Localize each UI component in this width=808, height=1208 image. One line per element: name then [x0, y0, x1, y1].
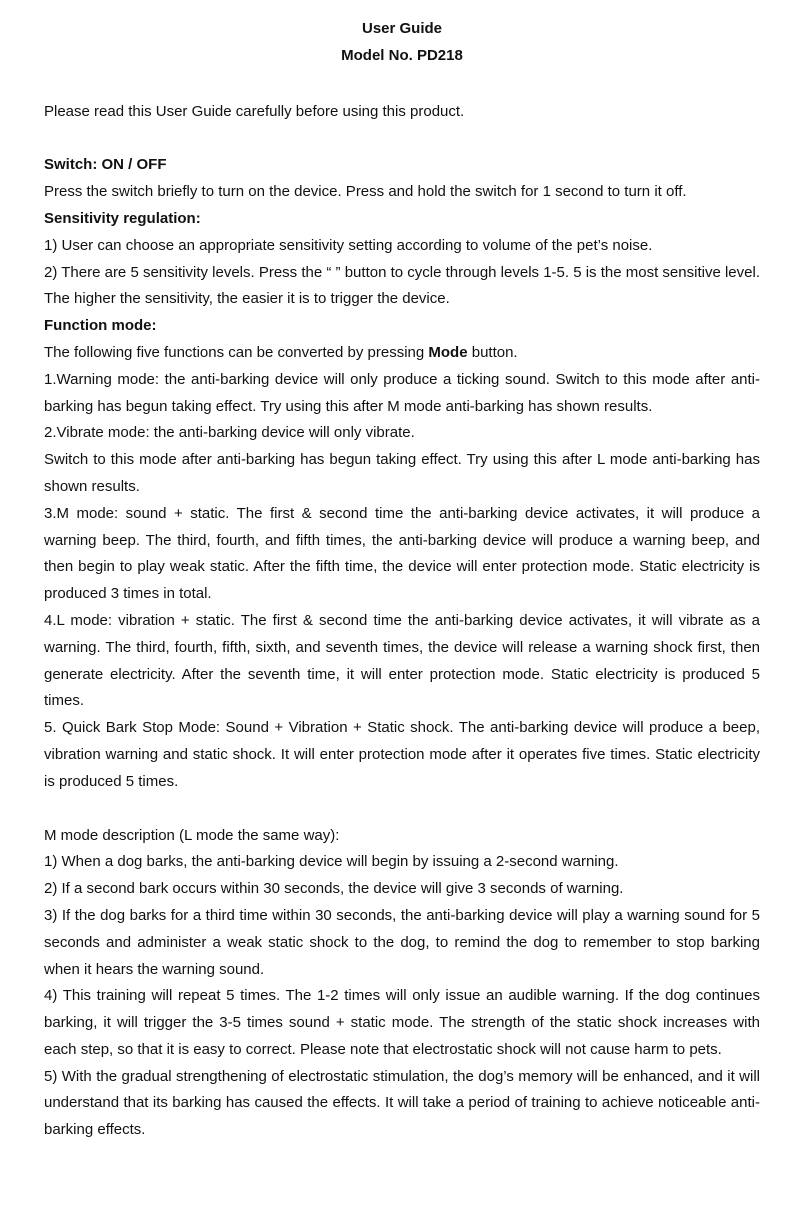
document-header	[44, 16, 760, 70]
m-mode-item: 5) With the gradual strengthening of electrostatic stimulation, the dog’s memory will be enhanced, and it will understand that its barking has caused the effects. It will take a period of training to achieve noticeable anti-barking effects.	[44, 1067, 760, 1139]
function-mode-intro-before: The following five functions can be converted by pressing	[44, 343, 429, 361]
function-mode-intro-after: button.	[467, 343, 518, 361]
function-mode-item: 3.M mode: sound + static. The first & second time the anti-barking device activates, it will produce a warning beep. The third, fourth, and fifth times, the anti-barking device will produce a warning beep, and then begin to play weak static. After the fifth time, the device will enter protection mode. Static electricity is produced 3 times in total.	[44, 504, 760, 603]
function-mode-intro	[44, 340, 760, 367]
sensitivity-item: 1) User can choose an appropriate sensitivity setting according to volume of the pet’s noise.	[44, 236, 653, 254]
switch-text: Press the switch briefly to turn on the device. Press and hold the switch for 1 second to turn it off.	[44, 183, 687, 201]
sensitivity-item: 2) There are 5 sensitivity levels. Press the “ ” button to cycle through levels 1-5. 5 is the most sensitive level. The higher the sensitivity, the easier it is to trigger the device.	[44, 263, 760, 308]
sensitivity-heading: Sensitivity regulation:	[44, 209, 201, 227]
m-mode-item: 2) If a second bark occurs within 30 seconds, the device will give 3 seconds of warning.	[44, 880, 624, 898]
function-mode-heading: Function mode:	[44, 317, 157, 335]
instructions-section	[44, 152, 760, 795]
m-mode-section	[44, 823, 760, 1145]
switch-heading: Switch: ON / OFF	[44, 156, 167, 174]
function-mode-item: 1.Warning mode: the anti-barking device will only produce a ticking sound. Switch to this mode after anti-barking has begun taking effect. Try using this after M mode anti-barking has shown results.	[44, 370, 760, 415]
function-mode-item: 2.Vibrate mode: the anti-barking device will only vibrate.	[44, 424, 415, 442]
model-number: Model No. PD218	[341, 46, 463, 64]
m-mode-item: 4) This training will repeat 5 times. The 1-2 times will only issue an audible warning. If the dog continues barking, it will trigger the 3-5 times sound + static mode. The strength of the static shock increases with each step, so that it is easy to correct. Please note that electrostatic shock will not cause harm to pets.	[44, 987, 760, 1058]
function-mode-item: Switch to this mode after anti-barking has begun taking effect. Try using this after L mode anti-barking has shown results.	[44, 451, 760, 495]
mode-button-label: Mode	[428, 343, 468, 361]
m-mode-item: 1) When a dog barks, the anti-barking device will begin by issuing a 2-second warning.	[44, 853, 619, 871]
m-mode-item: 3) If the dog barks for a third time within 30 seconds, the anti-barking device will play a warning sound for 5 seconds and administer a weak static shock to the dog, to remind the dog to remember to stop barking when it hears the warning sound.	[44, 906, 760, 978]
document-title: User Guide	[361, 20, 443, 37]
m-mode-heading: M mode description (L mode the same way):	[44, 826, 340, 844]
intro-text: Please read this User Guide carefully before using this product.	[44, 102, 465, 120]
function-mode-item: 5. Quick Bark Stop Mode: Sound + Vibration + Static shock. The anti-barking device will produce a beep, vibration warning and static shock. It will enter protection mode after it operates five times. Static electricity is produced 5 times.	[44, 719, 760, 790]
function-mode-item: 4.L mode: vibration + static. The first & second time the anti-barking device activates, it will vibrate as a warning. The third, fourth, fifth, sixth, and seventh times, the device will release a warning shock first, then generate electricity. After the seventh time, it will enter protection mode. Static electricity is produced 5 times.	[44, 611, 760, 710]
